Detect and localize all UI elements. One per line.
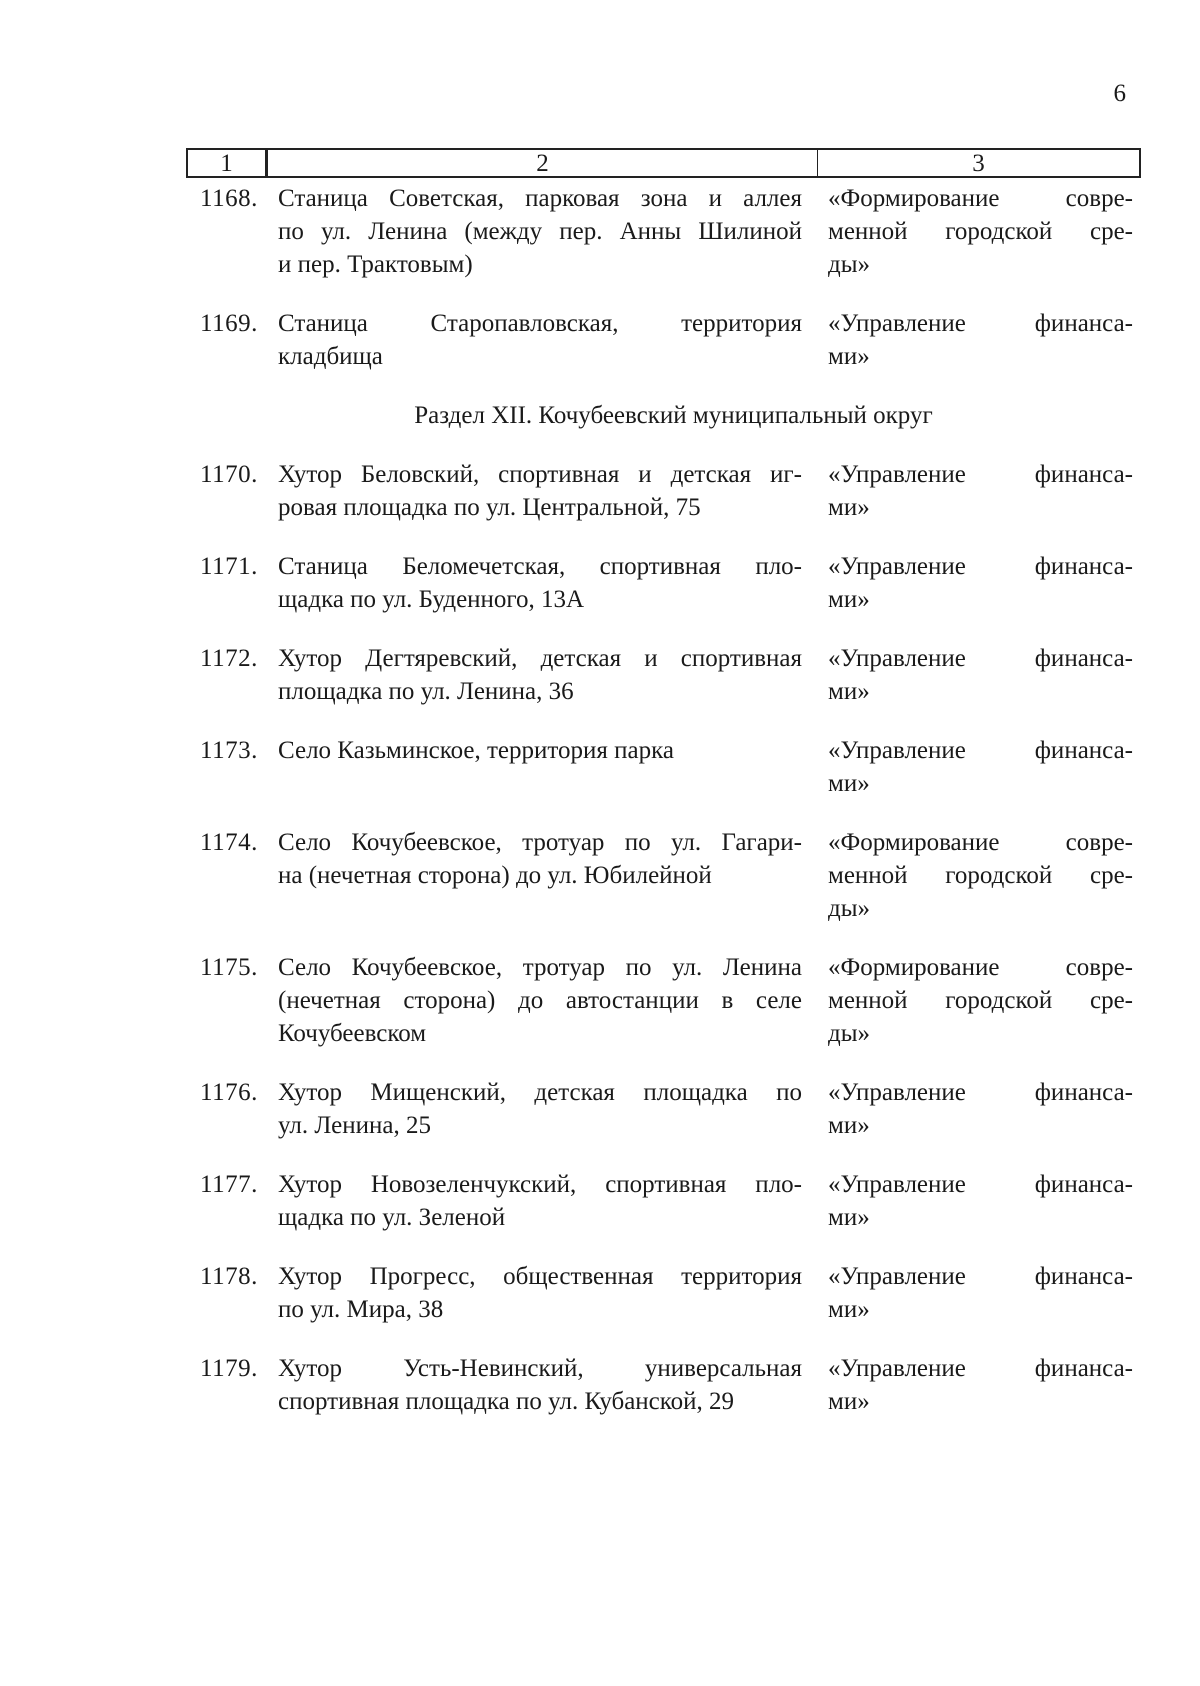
program-line: ми» [828,494,870,521]
program-line: «Формирование совре- [828,829,1133,856]
description-line: Хутор Мищенский, детская площадка по [278,1079,802,1106]
description-line: Хутор Беловский, спортивная и детская иг- [278,461,802,488]
program-line: «Управление финанса- [828,737,1133,764]
row-number: 1176. [200,1079,258,1106]
program-line: «Управление финанса- [828,553,1133,580]
description-line: Хутор Дегтяревский, детская и спортивная [278,645,802,672]
description-line: Станица Старопавловская, территория [278,310,802,337]
row-number: 1172. [200,645,258,672]
program-line: ми» [828,1112,870,1139]
table-row [186,1076,1141,1142]
row-description [266,1260,816,1326]
row-program [816,458,1141,524]
row-description [266,1352,816,1418]
description-line: и пер. Трактовым) [278,251,473,278]
row-description [266,1168,816,1234]
table-row [186,826,1141,925]
row-program [816,642,1141,708]
row-number: 1170. [200,461,258,488]
program-line: ми» [828,1204,870,1231]
description-line: кладбища [278,343,383,370]
program-line: менной городской сре- [828,987,1133,1014]
row-program [816,826,1141,925]
row-program [816,307,1141,373]
table-row [186,458,1141,524]
table-row [186,550,1141,616]
row-description [266,550,816,616]
table-row [186,182,1141,281]
program-line: ми» [828,770,870,797]
row-program [816,1260,1141,1326]
row-program [816,1076,1141,1142]
row-number: 1177. [200,1171,258,1198]
program-line: менной городской сре- [828,218,1133,245]
description-line: Кочубеевском [278,1020,427,1047]
row-program [816,550,1141,616]
row-description [266,951,816,1050]
row-description [266,642,816,708]
section-title: Раздел XII. Кочубеевский муниципальный округ [414,402,933,429]
row-program [816,1168,1141,1234]
program-line: «Управление финанса- [828,1263,1133,1290]
program-line: «Управление финанса- [828,645,1133,672]
description-line: (нечетная сторона) до автостанции в селе [278,987,802,1014]
row-number: 1174. [200,829,258,856]
row-description [266,826,816,925]
program-line: ды» [828,1020,871,1047]
description-line: Хутор Усть-Невинский, универсальная [278,1355,802,1382]
description-line: Хутор Новозеленчукский, спортивная пло- [278,1171,802,1198]
description-line: Станица Советская, парковая зона и аллея [278,185,802,212]
program-line: ми» [828,586,870,613]
row-description [266,182,816,281]
program-line: «Управление финанса- [828,1355,1133,1382]
column-header-1: 1 [188,150,268,176]
description-line: Село Казьминское, территория парка [278,737,674,764]
program-line: менной городской сре- [828,862,1133,889]
table-row [186,951,1141,1050]
row-program [816,734,1141,800]
program-line: ми» [828,343,870,370]
description-line: площадка по ул. Ленина, 36 [278,678,574,705]
row-description [266,1076,816,1142]
description-line: ровая площадка по ул. Центральной, 75 [278,494,701,521]
table-row [186,1260,1141,1326]
description-line: щадка по ул. Зеленой [278,1204,506,1231]
page-number: 6 [1113,80,1126,107]
row-program [816,1352,1141,1418]
program-line: «Управление финанса- [828,461,1133,488]
description-line: на (нечетная сторона) до ул. Юбилейной [278,862,712,889]
program-line: «Управление финанса- [828,310,1133,337]
row-program [816,951,1141,1050]
description-line: по ул. Ленина (между пер. Анны Шилиной [278,218,802,245]
row-number: 1173. [200,737,258,764]
table-row [186,1168,1141,1234]
description-line: Хутор Прогресс, общественная территория [278,1263,802,1290]
table-header-row [186,148,1141,178]
description-line: щадка по ул. Буденного, 13А [278,586,585,613]
row-description [266,307,816,373]
description-line: Село Кочубеевское, тротуар по ул. Гагари- [278,829,802,856]
table-row [186,1352,1141,1418]
program-line: ды» [828,895,871,922]
program-line: «Формирование совре- [828,954,1133,981]
row-description [266,458,816,524]
row-number: 1175. [200,954,258,981]
program-line: «Управление финанса- [828,1171,1133,1198]
program-line: «Формирование совре- [828,185,1133,212]
program-line: ми» [828,1388,870,1415]
description-line: ул. Ленина, 25 [278,1112,431,1139]
row-number: 1169. [200,310,258,337]
table-row [186,734,1141,800]
row-number: 1179. [200,1355,258,1382]
program-line: ми» [828,1296,870,1323]
row-program [816,182,1141,281]
description-line: спортивная площадка по ул. Кубанской, 29 [278,1388,735,1415]
column-header-3: 3 [972,149,985,177]
row-number: 1178. [200,1263,258,1290]
description-line: по ул. Мира, 38 [278,1296,444,1323]
table-body [186,182,1141,1418]
table-row [186,307,1141,373]
row-number: 1171. [200,553,258,580]
row-number: 1168. [200,185,258,212]
program-line: «Управление финанса- [828,1079,1133,1106]
table-row [186,642,1141,708]
column-header-2: 2 [268,150,818,176]
program-line: ды» [828,251,871,278]
program-line: ми» [828,678,870,705]
row-description [266,734,816,800]
description-line: Село Кочубеевское, тротуар по ул. Ленина [278,954,802,981]
description-line: Станица Беломечетская, спортивная пло- [278,553,802,580]
